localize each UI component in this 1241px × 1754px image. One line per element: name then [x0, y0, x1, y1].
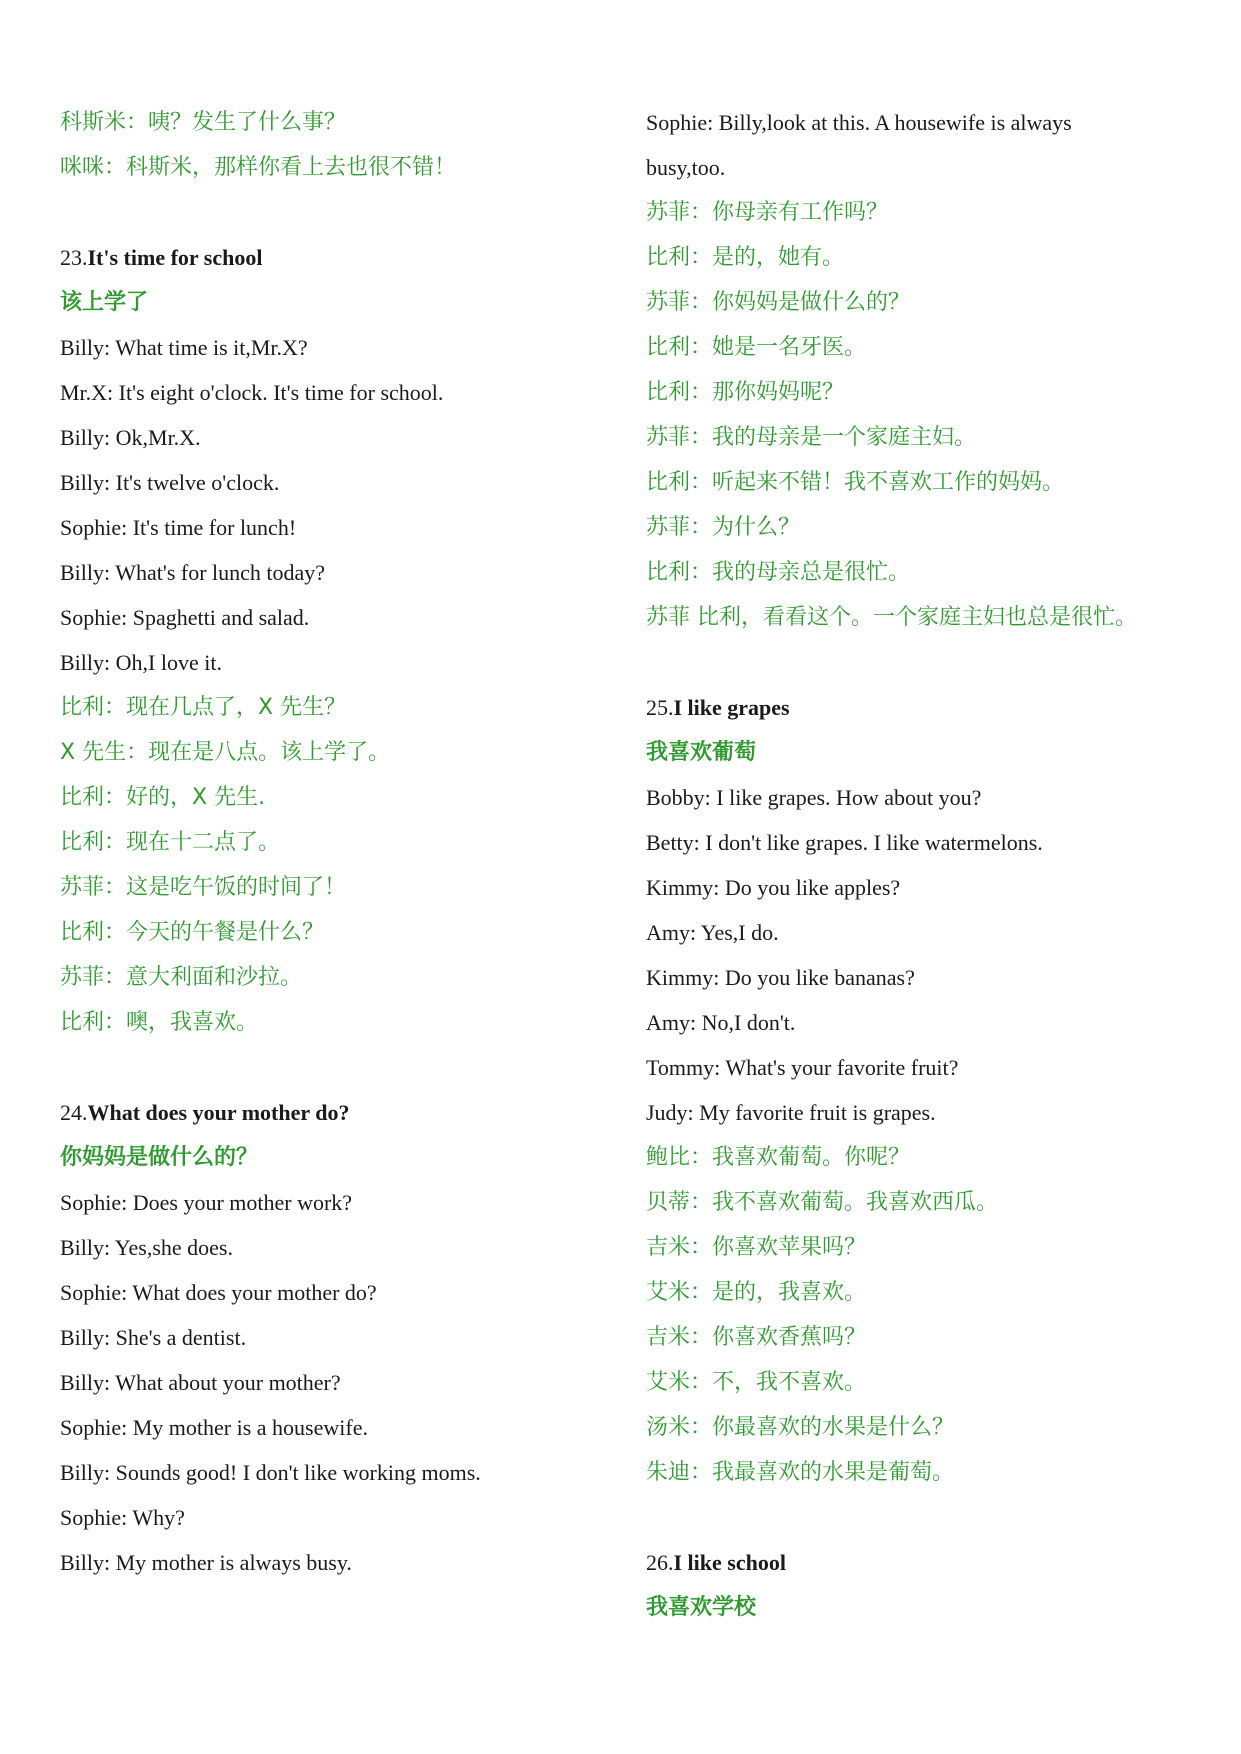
section-subtitle-25: 我喜欢葡萄	[646, 740, 757, 765]
dialogue-line: 比利：我的母亲总是很忙。	[646, 560, 911, 585]
dialogue-line: Betty: I don't like grapes. I like watermelons.	[646, 830, 1043, 855]
section-subtitle-23: 该上学了	[60, 290, 149, 315]
dialogue-line: 汤米：你最喜欢的水果是什么？	[646, 1415, 955, 1440]
dialogue-line: 比利：现在十二点了。	[60, 830, 281, 855]
dialogue-line: 苏菲：你妈妈是做什么的？	[646, 290, 911, 315]
dialogue-line: 苏菲：你母亲有工作吗？	[646, 200, 889, 225]
section-subtitle-24: 你妈妈是做什么的？	[60, 1145, 259, 1170]
dialogue-line: Billy: Sounds good! I don't like working moms.	[60, 1460, 481, 1485]
dialogue-line: 苏菲：意大利面和沙拉。	[60, 965, 303, 990]
dialogue-line: Billy: What about your mother?	[60, 1370, 341, 1395]
dialogue-line: 朱迪：我最喜欢的水果是葡萄。	[646, 1460, 955, 1485]
section-title-25	[646, 685, 1206, 730]
dialogue-line: Sophie: Billy,look at this. A housewife is always	[646, 110, 1072, 135]
dialogue-line: Amy: Yes,I do.	[646, 920, 779, 945]
dialogue-line: busy,too.	[646, 155, 726, 180]
right-column	[646, 100, 1206, 1630]
dialogue-line: 鲍比：我喜欢葡萄。你呢？	[646, 1145, 911, 1170]
dialogue-line: Sophie: It's time for lunch!	[60, 515, 297, 540]
dialogue-line: Kimmy: Do you like bananas?	[646, 965, 915, 990]
section-number: 23.	[60, 245, 88, 270]
left-column	[60, 100, 660, 1585]
dialogue-line: Sophie: Why?	[60, 1505, 185, 1530]
dialogue-line: Billy: She's a dentist.	[60, 1325, 247, 1350]
dialogue-line: Sophie: Does your mother work?	[60, 1190, 353, 1215]
dialogue-line: Billy: Yes,she does.	[60, 1235, 233, 1260]
dialogue-line: 苏菲：我的母亲是一个家庭主妇。	[646, 425, 977, 450]
dialogue-line: 比利：那你妈妈呢？	[646, 380, 845, 405]
section-title-23	[60, 235, 660, 280]
dialogue-line: 吉米：你喜欢香蕉吗？	[646, 1325, 867, 1350]
dialogue-line: 咪咪：科斯米，那样你看上去也很不错！	[60, 155, 457, 180]
dialogue-line: Billy: Ok,Mr.X.	[60, 425, 201, 450]
dialogue-line: 苏菲：这是吃午饭的时间了！	[60, 875, 347, 900]
dialogue-line: Billy: My mother is always busy.	[60, 1550, 352, 1575]
section-title-26	[646, 1540, 1206, 1585]
dialogue-line: Billy: What time is it,Mr.X?	[60, 335, 308, 360]
section-heading: I like grapes	[673, 695, 790, 720]
dialogue-line: Sophie: My mother is a housewife.	[60, 1415, 368, 1440]
dialogue-line: Billy: It's twelve o'clock.	[60, 470, 280, 495]
section-number: 24.	[60, 1100, 88, 1125]
section-number: 26.	[646, 1550, 674, 1575]
dialogue-line: 比利：现在几点了，X 先生？	[60, 695, 347, 720]
dialogue-line: Billy: Oh,I love it.	[60, 650, 222, 675]
dialogue-line: Tommy: What's your favorite fruit?	[646, 1055, 959, 1080]
dialogue-line: 吉米：你喜欢苹果吗？	[646, 1235, 867, 1260]
dialogue-line: Billy: What's for lunch today?	[60, 560, 326, 585]
dialogue-line: 科斯米：咦？发生了什么事？	[60, 110, 347, 135]
dialogue-line: Amy: No,I don't.	[646, 1010, 796, 1035]
section-title-24	[60, 1090, 660, 1135]
dialogue-line: 艾米：不，我不喜欢。	[646, 1370, 867, 1395]
dialogue-line: 艾米：是的，我喜欢。	[646, 1280, 867, 1305]
dialogue-line: Sophie: Spaghetti and salad.	[60, 605, 310, 630]
dialogue-line: Sophie: What does your mother do?	[60, 1280, 377, 1305]
dialogue-line: 比利：是的，她有。	[646, 245, 845, 270]
dialogue-line: X 先生：现在是八点。该上学了。	[60, 740, 391, 765]
dialogue-line: 比利：听起来不错！我不喜欢工作的妈妈。	[646, 470, 1065, 495]
dialogue-line: Judy: My favorite fruit is grapes.	[646, 1100, 936, 1125]
dialogue-line: Mr.X: It's eight o'clock. It's time for school.	[60, 380, 444, 405]
section-heading: It's time for school	[87, 245, 263, 270]
dialogue-line: 比利：好的，X 先生.	[60, 785, 266, 810]
section-heading: I like school	[673, 1550, 786, 1575]
section-number: 25.	[646, 695, 674, 720]
dialogue-line: Kimmy: Do you like apples?	[646, 875, 901, 900]
dialogue-line: 苏菲 比利，看看这个。一个家庭主妇也总是很忙。	[646, 605, 1137, 630]
dialogue-line: 苏菲：为什么？	[646, 515, 801, 540]
dialogue-line: 贝蒂：我不喜欢葡萄。我喜欢西瓜。	[646, 1190, 999, 1215]
section-subtitle-26: 我喜欢学校	[646, 1595, 757, 1620]
dialogue-line: 比利：她是一名牙医。	[646, 335, 867, 360]
dialogue-line: Bobby: I like grapes. How about you?	[646, 785, 982, 810]
dialogue-line: 比利：噢，我喜欢。	[60, 1010, 259, 1035]
dialogue-line: 比利：今天的午餐是什么？	[60, 920, 325, 945]
section-heading: What does your mother do?	[87, 1100, 350, 1125]
